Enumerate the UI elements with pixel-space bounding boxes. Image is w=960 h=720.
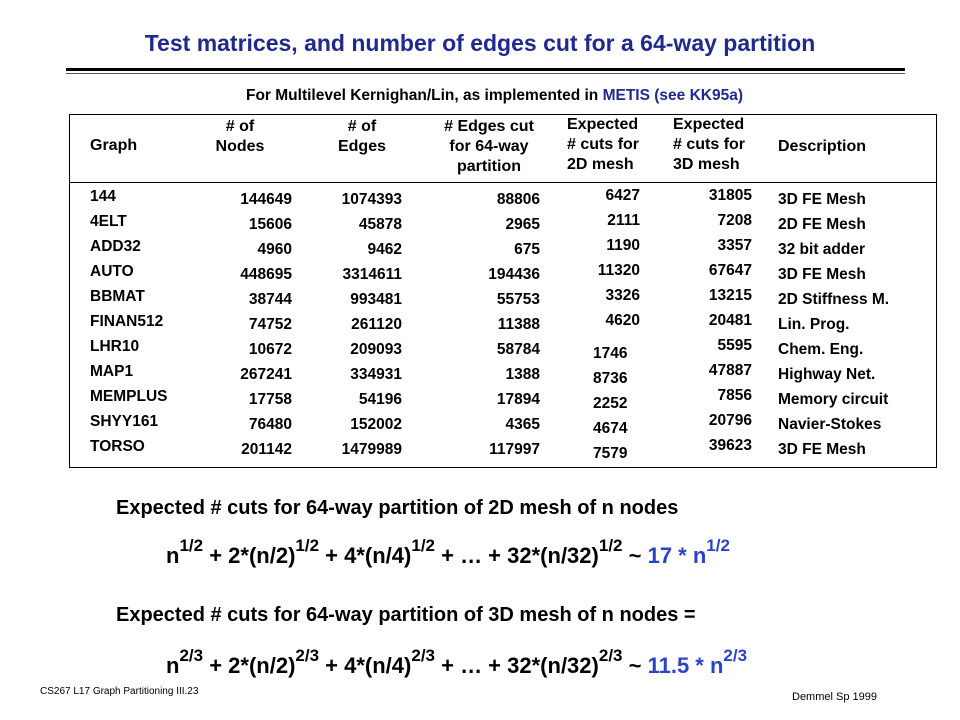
table-cell-cut: 675 bbox=[514, 241, 540, 258]
table-cell-nodes: 38744 bbox=[248, 291, 292, 308]
header-exp2d-line1: Expected bbox=[567, 116, 639, 133]
table-cell-description: Memory circuit bbox=[778, 391, 889, 408]
table-cell-edges: 209093 bbox=[350, 341, 402, 358]
table-cell-exp3d: 20481 bbox=[708, 312, 752, 329]
table-cell-nodes: 76480 bbox=[248, 416, 292, 433]
formula-2d-expression bbox=[166, 536, 730, 569]
table-cell-exp3d: 7208 bbox=[717, 212, 752, 229]
f2d-exp1: 1/2 bbox=[179, 536, 204, 555]
table-cell-nodes: 4960 bbox=[257, 241, 292, 258]
header-cut-line1: # Edges cut bbox=[444, 118, 534, 135]
table-cell-exp2d: 1190 bbox=[606, 237, 640, 254]
header-cut-line2: for 64-way bbox=[449, 138, 529, 155]
table-cell-graph: ADD32 bbox=[90, 238, 141, 255]
table-cell-nodes: 201142 bbox=[241, 441, 292, 458]
table-cell-exp2d: 1746 bbox=[593, 345, 628, 362]
table-cell-graph: SHYY161 bbox=[90, 413, 159, 430]
header-edges-line2: Edges bbox=[337, 138, 386, 155]
table-cell-graph: MAP1 bbox=[90, 363, 134, 380]
table-cell-cut: 117997 bbox=[489, 441, 540, 458]
table-cell-graph: 144 bbox=[90, 188, 116, 205]
f3d-result-exp: 2/3 bbox=[723, 646, 748, 665]
table-cell-graph: FINAN512 bbox=[90, 313, 164, 330]
f3d-exp4: 2/3 bbox=[598, 646, 623, 665]
table-cell-exp2d: 2252 bbox=[593, 395, 628, 412]
f2d-approx: ~ bbox=[622, 543, 648, 568]
f2d-exp2: 1/2 bbox=[295, 536, 320, 555]
table-cell-description: 3D FE Mesh bbox=[778, 266, 866, 283]
f3d-exp2: 2/3 bbox=[295, 646, 320, 665]
table-cell-cut: 88806 bbox=[496, 191, 540, 208]
header-graph: Graph bbox=[90, 137, 138, 154]
table-cell-exp3d: 31805 bbox=[708, 187, 752, 204]
f3d-term4: + … + 32*(n/32) bbox=[435, 653, 599, 678]
header-exp3d-line3: 3D mesh bbox=[673, 156, 740, 173]
f2d-result: 17 * n bbox=[647, 543, 707, 568]
table-cell-description: Lin. Prog. bbox=[778, 316, 850, 333]
table-cell-exp3d: 3357 bbox=[717, 237, 752, 254]
header-exp2d bbox=[567, 115, 639, 175]
table-cell-edges: 54196 bbox=[358, 391, 402, 408]
f2d-exp4: 1/2 bbox=[598, 536, 623, 555]
table-cell-exp3d: 7856 bbox=[717, 387, 752, 404]
column-edges-cut bbox=[430, 187, 540, 462]
header-edges bbox=[322, 117, 402, 157]
table-cell-description: Highway Net. bbox=[778, 366, 876, 383]
title-rule-shadow bbox=[66, 73, 905, 74]
f2d-term1: n bbox=[166, 543, 180, 568]
table-cell-exp2d: 11320 bbox=[597, 262, 640, 279]
table-cell-edges: 334931 bbox=[350, 366, 402, 383]
header-cut bbox=[424, 117, 554, 177]
header-description: Description bbox=[778, 138, 867, 155]
table-cell-cut: 58784 bbox=[496, 341, 540, 358]
column-expected-3d bbox=[660, 183, 752, 458]
table-cell-cut: 17894 bbox=[496, 391, 540, 408]
column-nodes bbox=[200, 187, 292, 462]
slide-title: Test matrices, and number of edges cut for a 64-way partition bbox=[144, 30, 816, 56]
table-cell-exp3d: 67647 bbox=[708, 262, 752, 279]
table-cell-description: 2D Stiffness M. bbox=[778, 291, 890, 308]
f2d-term2: + 2*(n/2) bbox=[203, 543, 296, 568]
table-cell-exp3d: 13215 bbox=[708, 287, 752, 304]
table-cell-exp3d: 47887 bbox=[708, 362, 752, 379]
table-cell-edges: 9462 bbox=[367, 241, 402, 258]
table-cell-nodes: 15606 bbox=[248, 216, 292, 233]
table-cell-graph: LHR10 bbox=[90, 338, 140, 355]
table-cell-cut: 55753 bbox=[496, 291, 540, 308]
table-cell-exp2d: 4674 bbox=[593, 420, 628, 437]
footer-author: Demmel Sp 1999 bbox=[792, 691, 877, 703]
table-cell-exp2d: 8736 bbox=[593, 370, 628, 387]
table-cell-graph: AUTO bbox=[90, 263, 134, 280]
table-cell-exp2d: 3326 bbox=[605, 287, 640, 304]
f3d-result: 11.5 * n bbox=[647, 653, 724, 678]
table-cell-exp2d: 6427 bbox=[605, 187, 640, 204]
header-exp3d-line1: Expected bbox=[673, 116, 745, 133]
table-cell-exp3d: 39623 bbox=[708, 437, 752, 454]
column-description bbox=[778, 187, 936, 462]
table-cell-description: Chem. Eng. bbox=[778, 341, 864, 358]
table-header-divider bbox=[70, 182, 936, 183]
header-edges-line1: # of bbox=[347, 118, 377, 135]
table-cell-edges: 1479989 bbox=[341, 441, 402, 458]
table-cell-cut: 2965 bbox=[505, 216, 540, 233]
table-cell-cut: 11388 bbox=[497, 316, 540, 333]
table-cell-exp2d: 4620 bbox=[605, 312, 640, 329]
header-nodes-line2: Nodes bbox=[215, 138, 265, 155]
table-cell-graph: TORSO bbox=[90, 438, 145, 455]
f3d-term3: + 4*(n/4) bbox=[319, 653, 412, 678]
table-cell-nodes: 10672 bbox=[248, 341, 292, 358]
table-cell-graph: BBMAT bbox=[90, 288, 145, 305]
table-cell-nodes: 17758 bbox=[248, 391, 292, 408]
table-cell-edges: 3314611 bbox=[342, 266, 402, 283]
f3d-term2: + 2*(n/2) bbox=[203, 653, 296, 678]
table-cell-description: 3D FE Mesh bbox=[778, 191, 866, 208]
table-cell-exp2d: 7579 bbox=[593, 445, 628, 462]
table-cell-cut: 4365 bbox=[505, 416, 540, 433]
table-cell-description: 3D FE Mesh bbox=[778, 441, 866, 458]
table-cell-exp3d: 5595 bbox=[717, 337, 752, 354]
table-cell-edges: 261120 bbox=[351, 316, 402, 333]
table-cell-exp3d: 20796 bbox=[708, 412, 752, 429]
header-exp2d-line3: 2D mesh bbox=[567, 156, 634, 173]
caption-metis: METIS bbox=[602, 87, 650, 104]
caption-suffix: (see KK95a) bbox=[654, 87, 743, 104]
header-nodes bbox=[200, 117, 280, 157]
column-edges bbox=[300, 187, 402, 462]
table-cell-nodes: 74752 bbox=[248, 316, 292, 333]
table-cell-edges: 993481 bbox=[350, 291, 402, 308]
table-cell-graph: MEMPLUS bbox=[90, 388, 168, 405]
f3d-term1: n bbox=[166, 653, 180, 678]
table-cell-edges: 1074393 bbox=[341, 191, 402, 208]
table-caption bbox=[246, 87, 743, 105]
f3d-approx: ~ bbox=[622, 653, 648, 678]
column-expected-2d-b bbox=[593, 341, 653, 466]
formula-2d-heading: Expected # cuts for 64-way partition of 2D mesh of n nodes bbox=[116, 497, 679, 519]
table-cell-description: 32 bit adder bbox=[778, 241, 865, 258]
header-cut-line3: partition bbox=[457, 158, 521, 175]
formula-3d-expression bbox=[166, 646, 747, 679]
f2d-term3: + 4*(n/4) bbox=[319, 543, 412, 568]
f2d-result-exp: 1/2 bbox=[706, 536, 730, 555]
header-exp3d-line2: # cuts for bbox=[673, 136, 746, 153]
formula-3d-heading: Expected # cuts for 64-way partition of 3D mesh of n nodes = bbox=[116, 604, 696, 626]
table-cell-nodes: 448695 bbox=[240, 266, 292, 283]
table-cell-edges: 45878 bbox=[358, 216, 402, 233]
footer-course: CS267 L17 Graph Partitioning III.23 bbox=[40, 686, 199, 697]
table-cell-graph: 4ELT bbox=[90, 213, 127, 230]
f3d-exp3: 2/3 bbox=[411, 646, 435, 665]
table-cell-cut: 1388 bbox=[505, 366, 540, 383]
table-cell-cut: 194436 bbox=[488, 266, 540, 283]
title-rule bbox=[66, 68, 905, 71]
table-cell-description: 2D FE Mesh bbox=[778, 216, 866, 233]
table-cell-exp2d: 2111 bbox=[607, 212, 640, 229]
f2d-exp3: 1/2 bbox=[411, 536, 435, 555]
header-nodes-line1: # of bbox=[225, 118, 255, 135]
table-cell-nodes: 267241 bbox=[240, 366, 292, 383]
table-cell-nodes: 144649 bbox=[240, 191, 292, 208]
header-exp2d-line2: # cuts for bbox=[567, 136, 640, 153]
column-graph bbox=[90, 184, 205, 459]
f3d-exp1: 2/3 bbox=[179, 646, 204, 665]
f2d-term4: + … + 32*(n/32) bbox=[435, 543, 599, 568]
column-expected-2d-a bbox=[550, 183, 640, 333]
caption-prefix: For Multilevel Kernighan/Lin, as implemented in bbox=[246, 87, 599, 104]
header-exp3d bbox=[673, 115, 745, 175]
table-cell-edges: 152002 bbox=[350, 416, 402, 433]
table-cell-description: Navier-Stokes bbox=[778, 416, 882, 433]
